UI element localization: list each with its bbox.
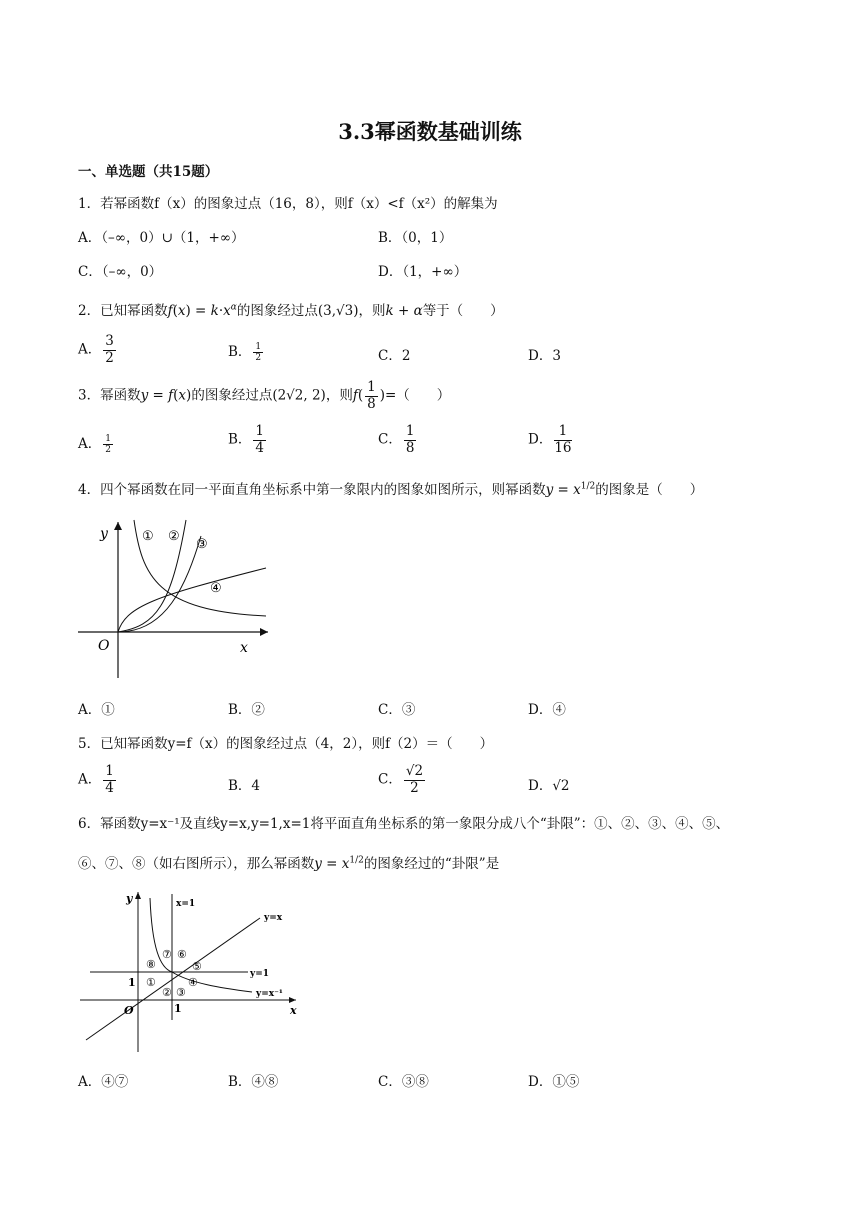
power-function-graph: [76, 516, 272, 682]
fig2-line-x1: x=1: [176, 899, 196, 909]
fig2-origin-label: O: [124, 1004, 134, 1017]
octant-2: ②: [162, 986, 172, 999]
octant-5: ⑤: [192, 960, 202, 973]
q6-option-b[interactable]: B．④⑧: [228, 1074, 279, 1090]
q5-option-a[interactable]: A． $\frac{1}{4}$: [78, 763, 114, 796]
fig2-line-y1: y=1: [250, 969, 270, 979]
q1-option-b[interactable]: B．（0，1）: [378, 230, 453, 246]
octant-graph: [80, 888, 302, 1054]
q5-option-d[interactable]: D．√2: [528, 778, 570, 794]
fig2-line-yinv: y=x⁻¹: [256, 989, 283, 999]
q6-option-d[interactable]: D．①⑤: [528, 1074, 580, 1090]
q5-stem: 5．已知幂函数y=f（x）的图象经过点（4，2），则f（2）＝（ ）: [78, 736, 494, 752]
q2-option-d[interactable]: D．3: [528, 348, 561, 364]
q3-option-b[interactable]: B． $\frac{1}{4}$: [228, 423, 265, 456]
q6-option-c[interactable]: C．③⑧: [378, 1074, 429, 1090]
q1-option-a[interactable]: A．（–∞，0）∪（1，+∞）: [78, 230, 245, 246]
octant-6: ⑥: [177, 948, 187, 961]
q4-option-a[interactable]: A．①: [78, 702, 115, 718]
q2-option-c[interactable]: C．2: [378, 348, 411, 364]
q4-option-d[interactable]: D．④: [528, 702, 566, 718]
q1-option-d[interactable]: D．（1，+∞）: [378, 264, 468, 280]
q6-option-a[interactable]: A．④⑦: [78, 1074, 129, 1090]
curve-label-3: ③: [196, 537, 208, 552]
octant-4: ④: [188, 976, 198, 989]
q4-stem: 4．四个幂函数在同一平面直角坐标系中第一象限内的图象如图所示，则幂函数$y = x^{1/2}$的图象是（ ）: [78, 481, 704, 498]
fig2-line-yx: y=x: [264, 913, 283, 923]
q4-option-b[interactable]: B．②: [228, 702, 265, 718]
section-heading: 一、单选题（共15题）: [78, 164, 219, 180]
fig2-y-label: y: [126, 892, 133, 905]
q3-stem: 3．幂函数y = f(x)的图象经过点(2√2, 2)，则f( $\frac{1}{8}$ )=（ ）: [78, 379, 451, 412]
q6-line1: 6．幂函数y=x⁻¹及直线y=x,y=1,x=1将平面直角坐标系的第一象限分成八个“卦限”：①、②、③、④、⑤、: [78, 816, 730, 832]
q4-option-c[interactable]: C．③: [378, 702, 416, 718]
page-title: 3.3幂函数基础训练: [338, 119, 522, 144]
q3-option-c[interactable]: C． $\frac{1}{8}$: [378, 423, 415, 456]
curve-label-2: ②: [168, 529, 180, 544]
fig2-one-y: 1: [128, 976, 136, 989]
fig2-x-label: x: [290, 1004, 297, 1017]
octant-1: ①: [146, 976, 156, 989]
q2-option-a[interactable]: A． $\frac{3}{2}$: [78, 333, 114, 366]
q6-line2: ⑥、⑦、⑧（如右图所示），那么幂函数$y = x^{1/2}$的图象经过的“卦限”是: [78, 855, 500, 872]
fig2-one-x: 1: [174, 1002, 182, 1015]
octant-3: ③: [176, 986, 186, 999]
q5-option-c[interactable]: C． $\frac{√2}{2}$: [378, 763, 424, 796]
fig1-y-label: y: [100, 526, 108, 542]
q1-option-c[interactable]: C．（–∞，0）: [78, 264, 163, 280]
octant-7: ⑦: [162, 948, 172, 961]
q2-option-b[interactable]: B． $\frac{1}{2}$: [228, 341, 262, 363]
q3-option-a[interactable]: A． $\frac{1}{2}$: [78, 433, 111, 455]
curve-label-4: ④: [210, 581, 222, 596]
octant-8: ⑧: [146, 958, 156, 971]
curve-label-1: ①: [142, 529, 154, 544]
q1-stem: 1．若幂函数f（x）的图象过点（16，8），则f（x）<f（x²）的解集为: [78, 196, 498, 212]
fig1-x-label: x: [240, 640, 248, 656]
q2-stem: 2．已知幂函数$f(x) = k\cdot x^\alpha$的图象经过点(3,√3)，则k + α等于（ ）: [78, 302, 504, 319]
q5-option-b[interactable]: B．4: [228, 778, 261, 794]
q3-option-d[interactable]: D． $\frac{1}{16}$: [528, 423, 572, 456]
fig1-origin-label: O: [98, 638, 110, 654]
